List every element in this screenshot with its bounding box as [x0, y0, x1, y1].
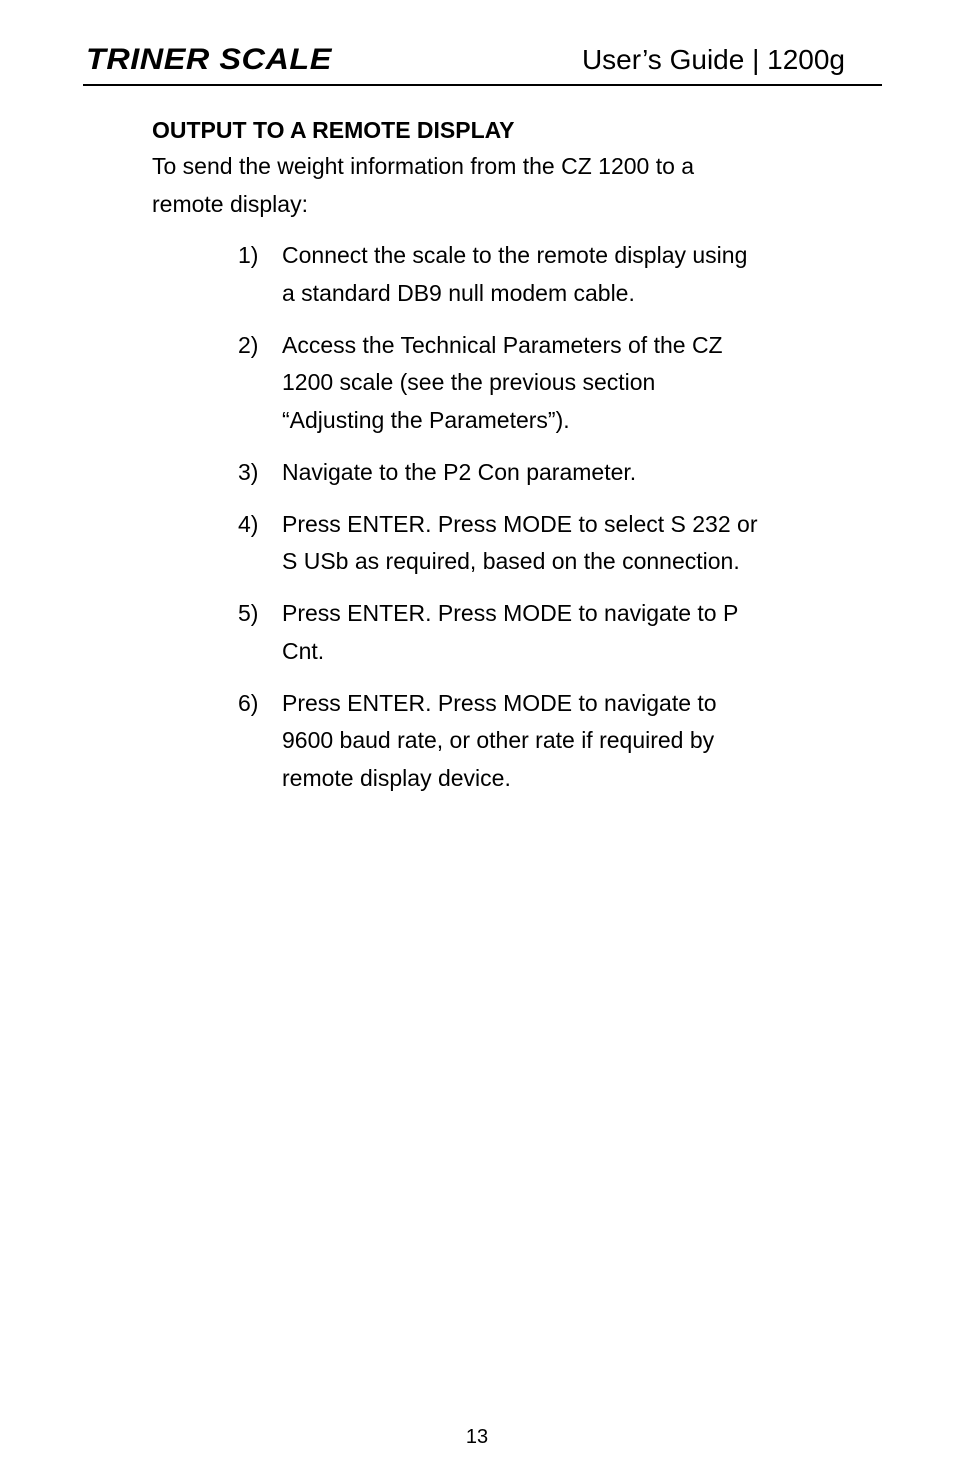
intro-paragraph: To send the weight information from the CZ 1200 to a remote display:	[152, 153, 695, 217]
main-content	[152, 112, 792, 812]
step-text: Connect the scale to the remote display using a standard DB9 null modem cable.	[282, 242, 748, 306]
step-number: 4)	[238, 510, 259, 537]
step-text: Press ENTER. Press MODE to navigate to 9600 baud rate, or other rate if required by remote display device.	[282, 689, 717, 791]
step-text: Press ENTER. Press MODE to select S 232 or S USb as required, based on the connection.	[282, 510, 758, 574]
step-number: 6)	[238, 689, 259, 716]
step-number: 3)	[238, 458, 259, 485]
page-header	[83, 38, 882, 86]
list-item	[152, 506, 762, 581]
brand-logo: TRINER SCALE	[86, 43, 332, 76]
guide-title: User’s Guide | 1200g	[581, 44, 845, 75]
page-number: 13	[465, 1426, 489, 1448]
list-item	[152, 327, 762, 440]
step-text: Press ENTER. Press MODE to navigate to P Cnt.	[282, 600, 738, 664]
list-item	[152, 595, 762, 670]
step-number: 5)	[238, 600, 259, 626]
steps-list	[152, 237, 792, 797]
step-number: 1)	[238, 242, 259, 268]
list-item	[152, 237, 762, 312]
step-number: 2)	[238, 331, 259, 358]
list-item	[152, 685, 762, 798]
section-title: OUTPUT TO A REMOTE DISPLAY	[152, 117, 515, 143]
step-text: Navigate to the P2 Con parameter.	[282, 458, 637, 485]
step-text: Access the Technical Parameters of the CZ 1200 scale (see the previous section “Adjusting the Parameters”).	[282, 331, 723, 433]
list-item	[152, 454, 762, 492]
